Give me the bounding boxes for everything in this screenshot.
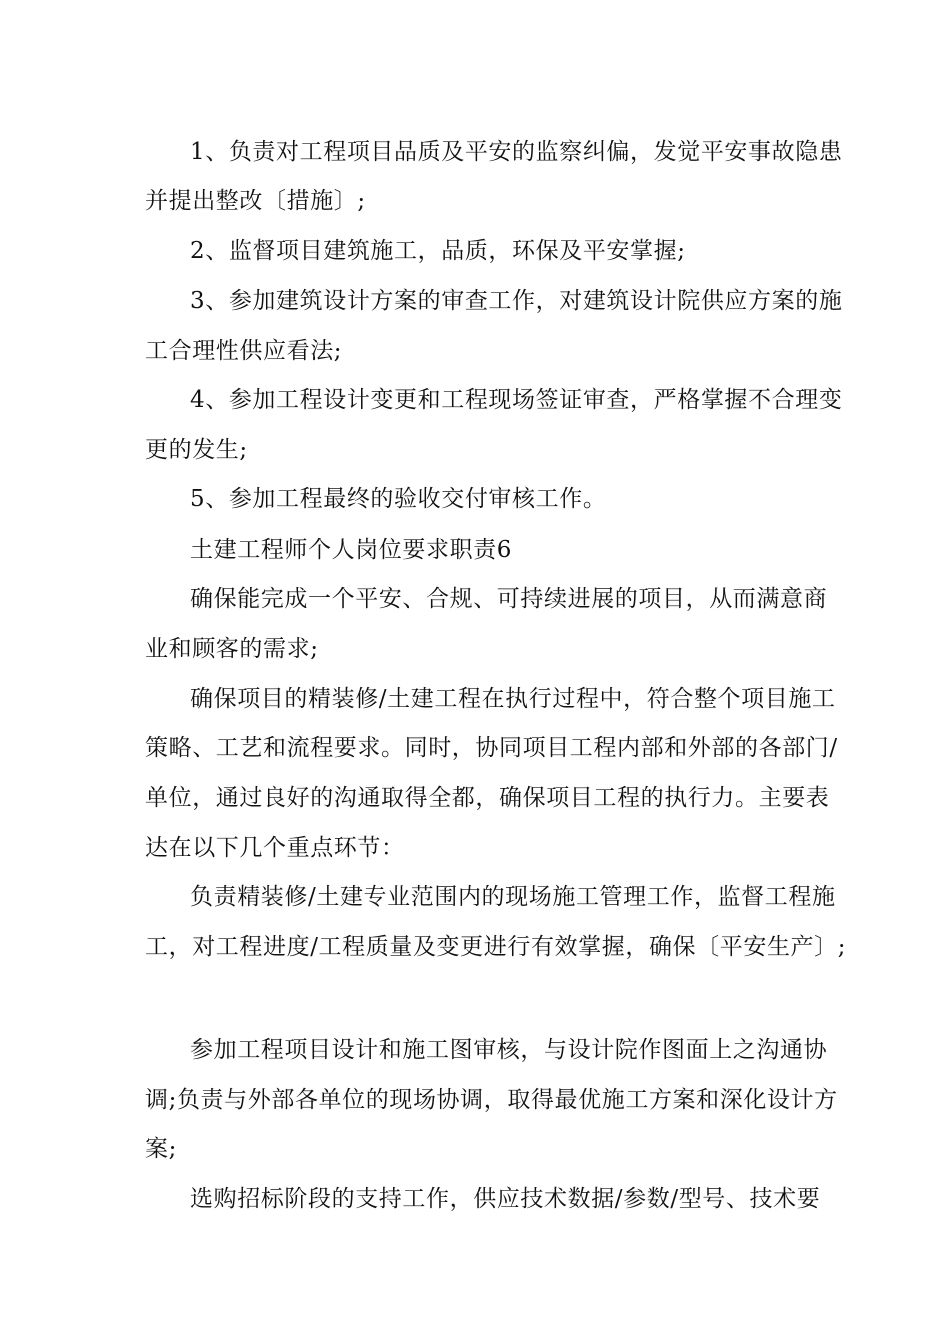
text-line: 策略、工艺和流程要求。同时，协同项目工程内部和外部的各部门/ xyxy=(145,735,838,761)
text-line: 3、参加建筑设计方案的审查工作，对建筑设计院供应方案的施 xyxy=(190,288,843,314)
text-line: 业和顾客的需求; xyxy=(145,636,319,662)
text-line: 工合理性供应看法; xyxy=(145,338,343,364)
text-line: 达在以下几个重点环节： xyxy=(145,835,405,861)
text-line: 单位，通过良好的沟通取得全都，确保项目工程的执行力。主要表 xyxy=(145,785,830,811)
text-line: 确保项目的精装修/土建工程在执行过程中，符合整个项目施工 xyxy=(190,686,836,712)
text-line: 更的发生; xyxy=(145,437,248,463)
text-line: 调;负责与外部各单位的现场协调，取得最优施工方案和深化设计方 xyxy=(145,1087,838,1113)
text-line: 5、参加工程最终的验收交付审核工作。 xyxy=(190,486,607,512)
text-line: 参加工程项目设计和施工图审核，与设计院作图面上之沟通协 xyxy=(190,1037,828,1063)
text-line: 案; xyxy=(145,1136,177,1162)
text-line: 选购招标阶段的支持工作，供应技术数据/参数/型号、技术要 xyxy=(190,1186,821,1212)
text-line: 工，对工程进度/工程质量及变更进行有效掌握，确保〔平安生产〕; xyxy=(145,934,847,960)
text-line: 1、负责对工程项目品质及平安的监察纠偏，发觉平安事故隐患 xyxy=(190,139,843,165)
text-line: 确保能完成一个平安、合规、可持续进展的项目，从而满意商 xyxy=(190,586,828,612)
text-line: 负责精装修/土建专业范围内的现场施工管理工作，监督工程施 xyxy=(190,884,836,910)
text-line: 并提出整改〔措施〕; xyxy=(145,188,366,214)
section-heading: 土建工程师个人岗位要求职责6 xyxy=(190,537,513,563)
text-line: 4、参加工程设计变更和工程现场签证审查，严格掌握不合理变 xyxy=(190,387,843,413)
text-line: 2、监督项目建筑施工，品质，环保及平安掌握; xyxy=(190,238,686,264)
